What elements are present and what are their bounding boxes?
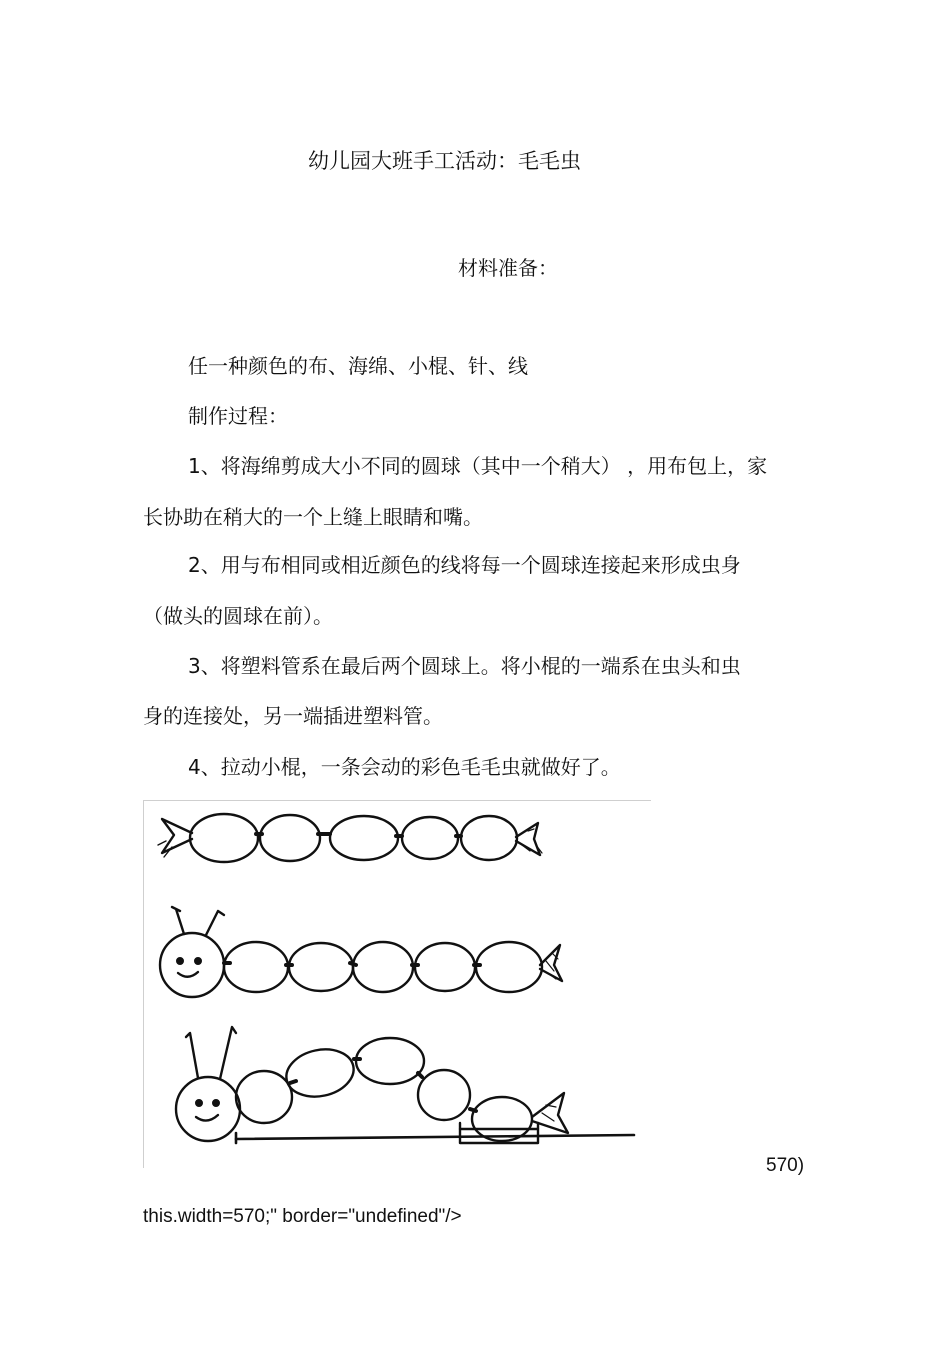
eye-left xyxy=(196,1100,202,1106)
eye-left xyxy=(177,958,183,964)
antenna-left xyxy=(172,907,184,934)
body-segment xyxy=(353,942,413,992)
step-2-line-1: 2、用与布相同或相近颜色的线将每一个圆球连接起来形成虫身 xyxy=(188,553,741,577)
step-3-line-2: 身的连接处，另一端插进塑料管。 xyxy=(143,704,443,728)
tail-fin-left-icon xyxy=(162,819,192,853)
smile xyxy=(178,972,198,977)
antenna-left xyxy=(186,1033,198,1078)
step-3-line-1: 3、将塑料管系在最后两个圆球上。将小棍的一端系在虫头和虫 xyxy=(188,654,741,678)
body-segment xyxy=(356,1038,424,1084)
caterpillar-head xyxy=(160,933,224,997)
eye-right xyxy=(213,1100,219,1106)
stray-markup-1: 570) xyxy=(766,1155,805,1176)
body-segment xyxy=(415,943,475,991)
body-segment xyxy=(289,943,353,991)
body-segment xyxy=(236,1071,292,1123)
stage-caterpillar-with-stick xyxy=(176,1027,634,1143)
step-2-line-2: （做头的圆球在前）。 xyxy=(143,604,333,628)
stray-markup-2: this.width=570;" border="undefined"/> xyxy=(143,1206,462,1227)
step-4-line-1: 4、拉动小棍，一条会动的彩色毛毛虫就做好了。 xyxy=(188,755,621,779)
body-segment xyxy=(260,815,320,861)
body-segment xyxy=(282,1043,358,1102)
body-segment xyxy=(330,816,398,860)
antenna-right xyxy=(206,911,224,935)
body-segment xyxy=(461,816,517,860)
caterpillar-head xyxy=(176,1077,240,1141)
body-segment xyxy=(224,942,288,992)
body-segment xyxy=(190,814,258,862)
materials-heading: 材料准备： xyxy=(458,256,558,280)
antenna-right xyxy=(220,1027,236,1079)
pull-stick xyxy=(236,1135,634,1139)
body-segment xyxy=(402,817,458,859)
step-1-line-1: 1、将海绵剪成大小不同的圆球（其中一个稍大） ，用布包上，家 xyxy=(188,454,768,478)
eye-right xyxy=(195,958,201,964)
page-title: 幼儿园大班手工活动：毛毛虫 xyxy=(308,149,581,173)
body-segment xyxy=(476,942,542,992)
stage-caterpillar-with-face xyxy=(160,907,562,997)
materials-list: 任一种颜色的布、海绵、小棍、针、线 xyxy=(188,354,528,378)
stage-body-segments xyxy=(158,814,542,862)
caterpillar-drawing xyxy=(144,801,652,1169)
caterpillar-illustration xyxy=(143,800,651,1168)
process-heading: 制作过程： xyxy=(188,404,288,428)
body-segment xyxy=(418,1070,470,1120)
step-1-line-2: 长协助在稍大的一个上缝上眼睛和嘴。 xyxy=(143,505,483,529)
body-segment xyxy=(472,1097,532,1141)
smile xyxy=(196,1115,218,1121)
